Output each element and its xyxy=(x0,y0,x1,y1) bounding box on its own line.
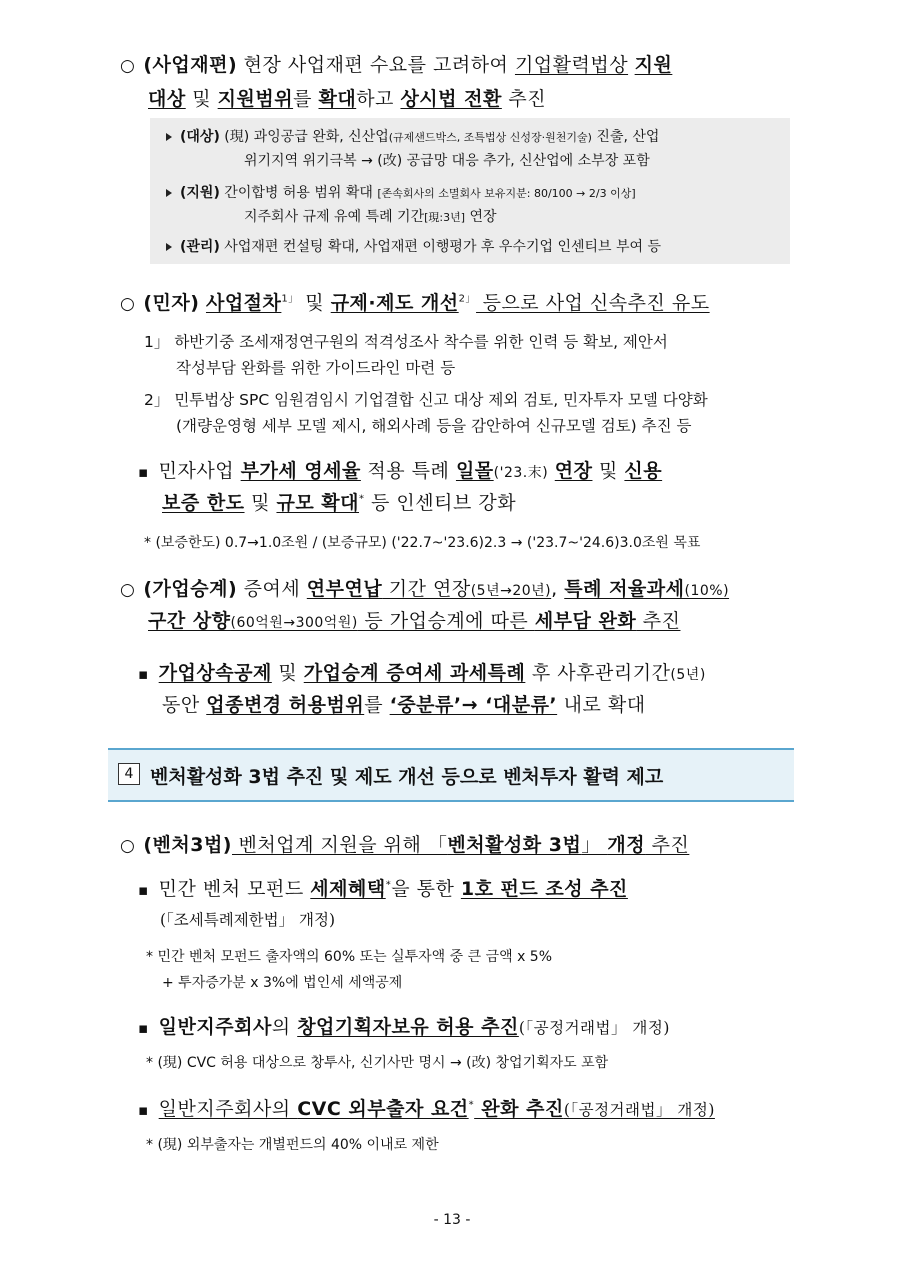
s4-item2: ▪ 일반지주회사의 창업기획자보유 허용 추진(「공정거래법」 개정) xyxy=(138,1016,670,1038)
s4-item3: ▪ 일반지주회사의 CVC 외부출자 요건* 완화 추진(「공정거래법」 개정) xyxy=(138,1098,715,1120)
section-number: 4 xyxy=(118,763,140,785)
s2-note2-cont: (개량운영형 세부 모델 제시, 해외사례 등을 감안하여 신규모델 검토) 추진 등 xyxy=(176,417,692,435)
s4-item2-note: * (現) CVC 허용 대상으로 창투사, 신기사만 명시 → (改) 창업기획자도 포함 xyxy=(146,1055,609,1071)
s4-item1-law: (「조세특례제한법」 개정) xyxy=(160,911,336,929)
square-bullet: ▪ xyxy=(138,665,149,683)
s4-item1: ▪ 민간 벤처 모펀드 세제혜택*을 통한 1호 펀드 조성 추진 xyxy=(138,878,628,900)
square-bullet: ▪ xyxy=(138,463,149,481)
s3-sub-line1: ▪ 가업상속공제 및 가업승계 증여세 과세특례 후 사후관리기간(5년) xyxy=(138,662,706,684)
s1-box-row2-cont: 지주회사 규제 유예 특례 기간[現:3년] 연장 xyxy=(244,209,497,225)
s4-line1: ○ (벤처3법) 벤처업계 지원을 위해 「벤처활성화 3법」 개정 추진 xyxy=(120,834,690,856)
circle-bullet: ○ xyxy=(120,56,136,76)
s1-tag: (사업재편) xyxy=(143,54,238,76)
square-bullet: ▪ xyxy=(138,1101,149,1119)
triangle-bullet-icon xyxy=(166,189,172,197)
s2-sub-line2: 보증 한도 및 규모 확대* 등 인센티브 강화 xyxy=(162,492,517,514)
triangle-bullet-icon xyxy=(166,243,172,251)
s4-item1-note2: + 투자증가분 x 3%에 법인세 세액공제 xyxy=(162,975,403,991)
section-header xyxy=(108,748,794,802)
circle-bullet: ○ xyxy=(120,836,136,856)
s1-line1: ○ (사업재편) 현장 사업재편 수요를 고려하여 기업활력법상 지원 xyxy=(120,54,673,76)
triangle-bullet-icon xyxy=(166,133,172,141)
circle-bullet: ○ xyxy=(120,294,136,314)
s4-item3-note: * (現) 외부출자는 개별펀드의 40% 이내로 제한 xyxy=(146,1137,439,1153)
s1-box-row2: (지원) 간이합병 허용 범위 확대 [존속회사의 소멸회사 보유지분: 80/100 → 2/3 이상] xyxy=(166,182,636,202)
s2-note2: 2」 민투법상 SPC 임원겸임시 기업결합 신고 대상 제외 검토, 민자투자 모델 다양화 xyxy=(144,391,708,409)
s2-line1: ○ (민자) 사업절차$^{1」}$ 및 규제·제도 개선$^{2」}$ 등으로 사업 신속추진 유도 xyxy=(120,292,710,314)
s4-item1-note1: * 민간 벤처 모펀드 출자액의 60% 또는 실투자액 중 큰 금액 x 5% xyxy=(146,949,553,965)
page-number: - 13 - xyxy=(433,1212,471,1228)
s2-sub-line1: ▪ 민자사업 부가세 영세율 적용 특례 일몰('23.末) 연장 및 신용 xyxy=(138,460,663,482)
square-bullet: ▪ xyxy=(138,881,149,899)
s2-footnote: * (보증한도) 0.7→1.0조원 / (보증규모) ('22.7~'23.6)2.3 → ('23.7~'24.6)3.0조원 목표 xyxy=(144,535,701,551)
square-bullet: ▪ xyxy=(138,1019,149,1037)
s1-box-row3: (관리) 사업재편 컨설팅 확대, 사업재편 이행평가 후 우수기업 인센티브 부여 등 xyxy=(166,236,661,256)
s1-box-row1-cont: 위기지역 위기극복 → (改) 공급망 대응 추가, 신산업에 소부장 포함 xyxy=(244,153,650,169)
section-title: 벤처활성화 3법 추진 및 제도 개선 등으로 벤처투자 활력 제고 xyxy=(150,766,664,788)
s3-line1: ○ (가업승계) 증여세 연부연납 기간 연장(5년→20년), 특례 저율과세(10%) xyxy=(120,578,730,600)
s3-sub-line2: 동안 업종변경 허용범위를 ‘중분류’→ ‘대분류’ 내로 확대 xyxy=(162,694,646,716)
s2-note1: 1」 하반기중 조세재정연구원의 적격성조사 착수를 위한 인력 등 확보, 제안서 xyxy=(144,333,668,351)
circle-bullet: ○ xyxy=(120,580,136,600)
s1-box-row1: (대상) (現) 과잉공급 완화, 신산업(규제샌드박스, 조특법상 신성장·원천기술) 진출, 산업 xyxy=(166,126,659,146)
s1-line2: 대상 및 지원범위를 확대하고 상시법 전환 추진 xyxy=(148,88,547,110)
s3-line2: 구간 상향(60억원→300억원) 등 가업승계에 따른 세부담 완화 추진 xyxy=(148,610,681,632)
s2-note1-cont: 작성부담 완화를 위한 가이드라인 마련 등 xyxy=(176,359,456,377)
